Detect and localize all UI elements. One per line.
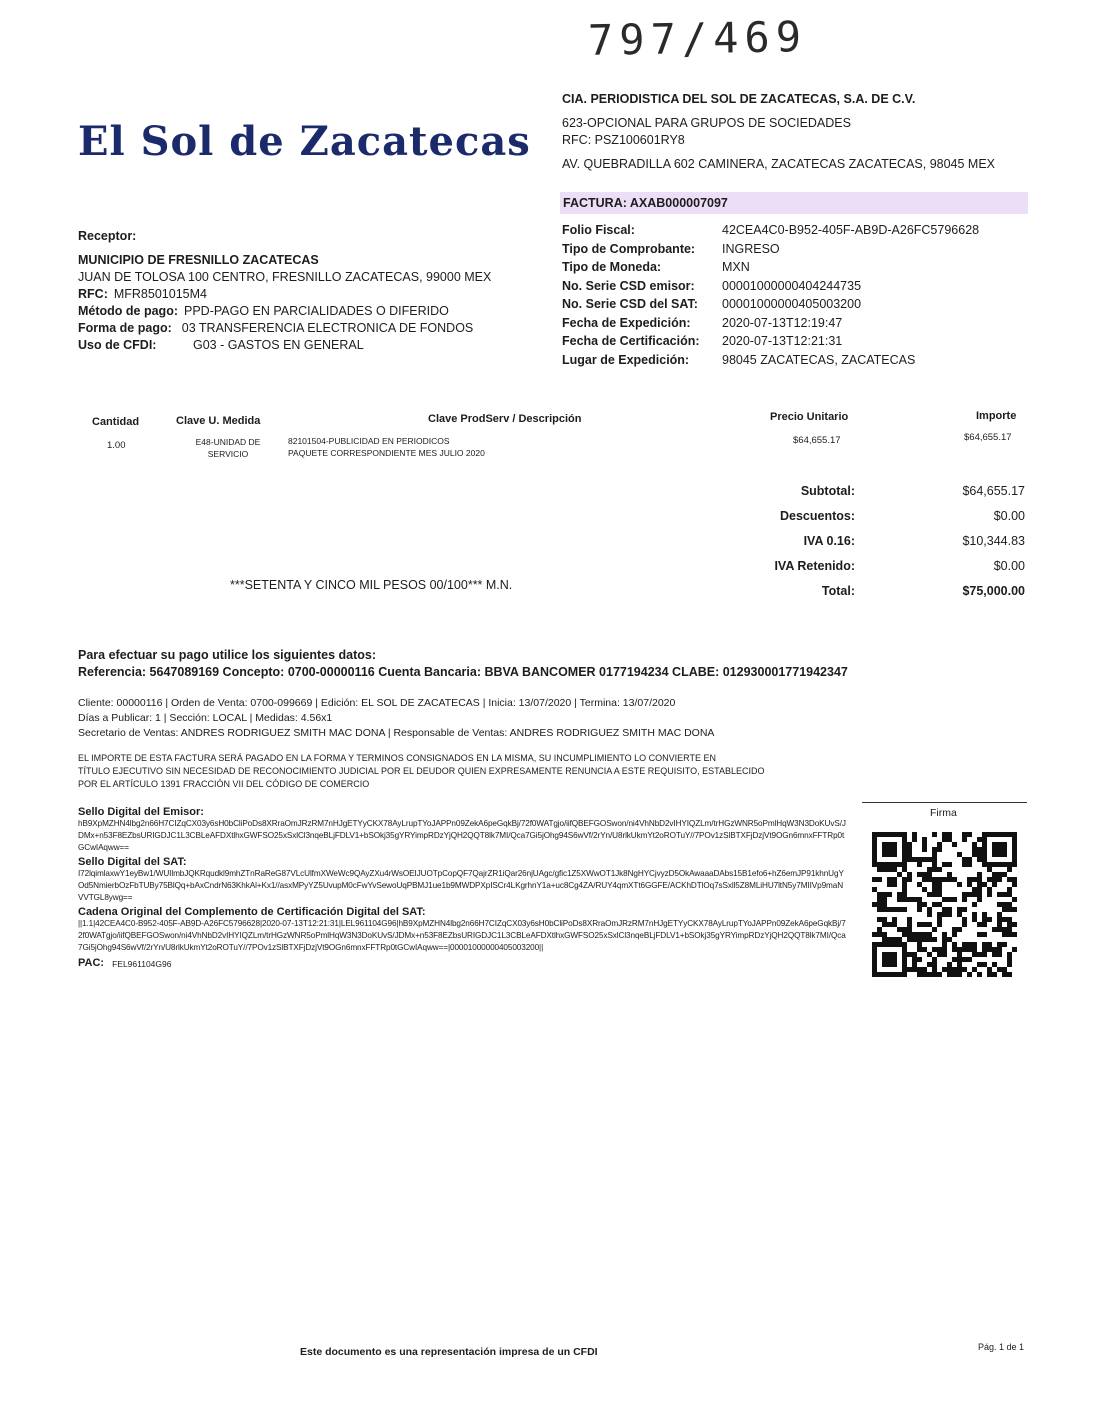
row-desc-line2: PAQUETE CORRESPONDIENTE MES JULIO 2020	[288, 448, 485, 458]
col-precio-header: Precio Unitario	[770, 411, 849, 423]
forma-pago-value: 03 TRANSFERENCIA ELECTRONICA DE FONDOS	[181, 321, 474, 335]
row-precio: $64,655.17	[793, 435, 841, 446]
qr-code	[872, 832, 1017, 977]
sello-emisor-text: hB9XpMZHN4lbg2n66H7CIZqCX03y6sH0bCliPoDs8XRraOmJRzRM7nHJgETYyCKX78AyLrupTYoJAPPn09ZekA6peGqkBj/72f0WATgjo/iifQBEFGOSwon/ni4VhNbD2vIHYIQZLm/trHGzWNR5oPmlHqW3N3DoKUvS/JDMx+n53F8EZbsURIGDJC1L3CBLeAFDXtlhxGWFSO25xSxlCl3nqeBLjFDLV1+bSOkj35gYRYimpRDzYjQH2QQT8lk7MI/Qca7Gi5jOhg94S6wVf/2rYn/U8rlkUkmYt2oROTuY//7POv1zSlBTXFjDzjVt9OGn6mnxFFTRp0tGCwIAqww==	[78, 819, 846, 852]
company-logo: El Sol de Zacatecas	[78, 118, 531, 165]
legal-line2: TÍTULO EJECUTIVO SIN NECESIDAD DE RECONOCIMIENTO JUDICIAL POR EL DEUDOR QUIEN EXPRESAMENTE RENUNCIA A ESTE REQUISITO, ESTABLECIDO	[78, 766, 765, 776]
receptor-name: MUNICIPIO DE FRESNILLO ZACATECAS	[78, 253, 319, 267]
row-importe: $64,655.17	[964, 432, 1012, 443]
fiscal-value: 42CEA4C0-B952-405F-AB9D-A26FC5796628	[722, 223, 980, 237]
order-line2: Días a Publicar: 1 | Sección: LOCAL | Medidas: 4.56x1	[78, 712, 333, 724]
row-clave	[185, 436, 271, 460]
total-value: $64,655.17	[962, 484, 1025, 498]
col-cantidad-header: Cantidad	[92, 416, 140, 428]
total-label: Subtotal:	[800, 484, 855, 498]
col-clave-header: Clave U. Medida	[176, 415, 261, 427]
fiscal-value: 00001000000405003200	[722, 297, 862, 311]
total-label: Descuentos:	[779, 509, 855, 523]
fiscal-data	[562, 223, 979, 371]
order-line3: Secretario de Ventas: ANDRES RODRIGUEZ SMITH MAC DONA | Responsable de Ventas: ANDRES RODRIGUEZ SMITH MAC DONA	[78, 727, 715, 739]
receptor-address: JUAN DE TOLOSA 100 CENTRO, FRESNILLO ZACATECAS, 99000 MEX	[78, 270, 492, 284]
signature-line	[862, 802, 1027, 803]
total-value: $0.00	[993, 509, 1025, 523]
fiscal-value: INGRESO	[722, 241, 780, 256]
sellos-block	[78, 806, 848, 969]
receptor-rfc-value: MFR8501015M4	[113, 287, 207, 301]
footer-note: Este documento es una representación impresa de un CFDI	[300, 1346, 598, 1358]
row-clave-line1: E48-UNIDAD DE	[195, 437, 261, 447]
row-desc-line1: 82101504-PUBLICIDAD EN PERIODICOS	[288, 436, 450, 446]
fiscal-label: Folio Fiscal:	[562, 223, 635, 237]
emisor-address: AV. QUEBRADILLA 602 CAMINERA, ZACATECAS ZACATECAS, 98045 MEX	[562, 157, 996, 171]
emisor-name: CIA. PERIODISTICA DEL SOL DE ZACATECAS, S.A. DE C.V.	[562, 92, 916, 106]
payment-heading: Para efectuar su pago utilice los siguientes datos:	[78, 648, 376, 662]
total-label: IVA 0.16:	[803, 534, 855, 548]
emisor-rfc: RFC: PSZ100601RY8	[562, 133, 685, 147]
row-cantidad: 1.00	[107, 440, 126, 451]
row-description	[288, 435, 485, 459]
order-line1: Cliente: 00000116 | Orden de Venta: 0700-099669 | Edición: EL SOL DE ZACATECAS | Inicia: 13/07/2020 | Termina: 13/07/2020	[78, 697, 676, 709]
uso-cfdi-value: G03 - GASTOS EN GENERAL	[193, 338, 364, 352]
page-number: Pág. 1 de 1	[978, 1342, 1025, 1352]
fiscal-label: Fecha de Expedición:	[562, 315, 691, 330]
fiscal-label: No. Serie CSD del SAT:	[562, 297, 698, 311]
fiscal-label: Tipo de Moneda:	[562, 260, 662, 274]
total-value: $75,000.00	[962, 584, 1025, 598]
total-label: Total:	[821, 584, 855, 598]
row-clave-line2: SERVICIO	[207, 449, 249, 459]
fiscal-value: 2020-07-13T12:19:47	[722, 315, 843, 330]
sello-emisor-label: Sello Digital del Emisor:	[78, 806, 204, 818]
total-value: $0.00	[993, 559, 1025, 573]
cadena-original-text: ||1.1|42CEA4C0-B952-405F-AB9D-A26FC5796628|2020-07-13T12:21:31|LEL961104G96|hB9XpMZHN4lbg2n66H7CIZqCX03y6sH0bCliPoDs8XRraOmJRzRM7nHJgETYyCKX78AyLrupTYoJAPPn09ZekA6peGqkBj/72f0WATgjo/iifQBEFGOSwon/ni4VhNbD2vIHYIQZLm/trHGzWNR5oPmlHqW3N3DoKUvS/JDMx+n53F8EZbsURIGDJC1L3CBLeAFDXtlhxGWFSO25xSxlCl3nqeBLjFDLV1+bSOkj35gYRYimpRDzYjQH2QQT8lk7MI/Qca7Gi5jOhg94S6wVf/2rYn/U8rlkUkmYt2oROTuY//7POv1zSlBTXFjDzjVt9OGn6mnxFFTRp0tGCwIAqww==|00001000000405003200||	[78, 919, 846, 952]
fiscal-value: 2020-07-13T12:21:31	[722, 334, 843, 348]
total-label: IVA Retenido:	[774, 559, 855, 573]
firma-label: Firma	[930, 807, 957, 819]
receptor-block	[78, 229, 491, 352]
fiscal-value: MXN	[722, 260, 750, 274]
col-importe-header: Importe	[976, 410, 1017, 422]
cadena-original-label: Cadena Original del Complemento de Certificación Digital del SAT:	[78, 906, 426, 918]
order-info	[78, 696, 714, 741]
forma-pago-label: Forma de pago:	[78, 321, 172, 335]
fiscal-label: Tipo de Comprobante:	[562, 241, 696, 256]
totals-block	[700, 484, 1030, 609]
legal-line3: POR EL ARTÍCULO 1391 FRACCIÓN VII DEL CÓDIGO DE COMERCIO	[78, 779, 370, 789]
total-value: $10,344.83	[962, 534, 1025, 548]
amount-in-words: ***SETENTA Y CINCO MIL PESOS 00/100*** M.N.	[230, 578, 513, 592]
payment-reference: Referencia: 5647089169 Concepto: 0700-00000116 Cuenta Bancaria: BBVA BANCOMER 0177194234 CLABE: 012930001771942347	[78, 665, 848, 679]
fiscal-label: Lugar de Expedición:	[562, 352, 690, 367]
emisor-regimen: 623-OPCIONAL PARA GRUPOS DE SOCIEDADES	[562, 116, 851, 130]
receptor-heading: Receptor:	[78, 229, 137, 243]
receptor-rfc-label: RFC:	[78, 287, 108, 301]
factura-number: FACTURA: AXAB000007097	[563, 196, 728, 210]
qr-module	[1012, 972, 1017, 977]
fiscal-value: 00001000000404244735	[722, 278, 862, 293]
fiscal-label: No. Serie CSD emisor:	[562, 278, 695, 293]
legal-line1: EL IMPORTE DE ESTA FACTURA SERÁ PAGADO EN LA FORMA Y TERMINOS CONSIGNADOS EN LA MISMA, SU INCUMPLIMIENTO LO CONVIERTE EN	[78, 753, 716, 763]
fiscal-value: 98045 ZACATECAS, ZACATECAS	[722, 352, 916, 367]
uso-cfdi-label: Uso de CFDI:	[78, 338, 157, 352]
sello-sat-text: I72lqimlaxwY1eyBw1/WUIlmbJQKRqudkl9mhZTnRaReG87VLcUlfmXWeWc9QAyZXu4rWsOEIJUOTpCopQF7QajrZR1iQar26njUAgc/gfic1Z5XWwOT1Jk8NgHYCjvyzD5OkAwaaaDAbs15B1efo6+hZ6emJP91khnUgYOd5NmierbOzFbTUBy75BlQq+bAxCndrN63KhkAl+Kx1//asxMPyYZ5UvupM0cFwYvSewoUqPBMJ1ue1b9MWDPXpISCr4LKgrhnY1a+uc8Cg4ZA/RUY4qmXTt6GGFE/ACKhDTlOq7sSxll5Z8MLiHU7ltN5y7MIIVp9maNVVTGL8ywg==	[78, 869, 844, 902]
sello-sat-label: Sello Digital del SAT:	[78, 856, 187, 868]
legal-text	[78, 752, 764, 791]
col-desc-header: Clave ProdServ / Descripción	[428, 413, 582, 425]
pac-label: PAC:	[78, 957, 105, 969]
metodo-pago-value: PPD-PAGO EN PARCIALIDADES O DIFERIDO	[184, 304, 449, 318]
handwritten-note: 797/469	[587, 12, 808, 65]
emisor-block	[562, 92, 995, 171]
fiscal-label: Fecha de Certificación:	[562, 334, 700, 348]
pac-value: FEL961104G96	[112, 959, 172, 969]
metodo-pago-label: Método de pago:	[78, 304, 178, 318]
